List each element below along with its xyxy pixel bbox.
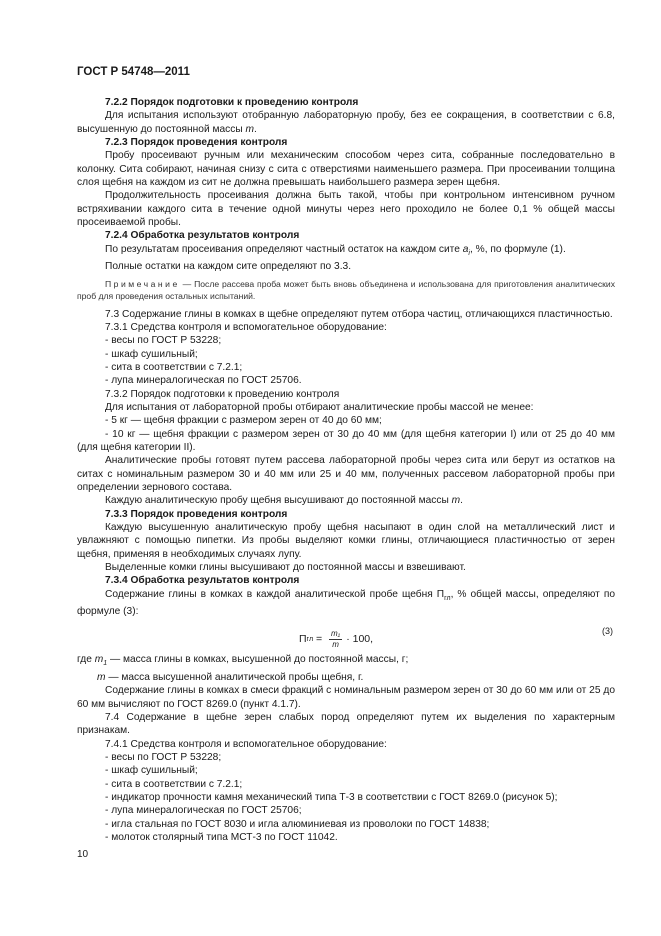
document-body bbox=[77, 96, 615, 844]
list-item: - весы по ГОСТ Р 53228; bbox=[105, 751, 222, 763]
subscript: 1 bbox=[103, 660, 108, 668]
section-7-2-3-para-2: Продолжительность просеивания должна быть такой, чтобы при контрольном интенсивном ручном встряхивании каждого сита в течение одной минуты через него проходило не более 0,1 % общей массы просеиваемой пробы. bbox=[77, 190, 615, 229]
list-item: - весы по ГОСТ Р 53228; bbox=[105, 335, 222, 347]
variable: m bbox=[245, 123, 254, 135]
list-item: - 10 кг — щебня фракции с размером зерен от 30 до 40 мм (для щебня категории I) или от 25 до 40 мм (для щебня категории II). bbox=[77, 428, 615, 453]
note bbox=[77, 278, 615, 302]
section-7-2-2-text bbox=[77, 109, 615, 136]
subscript: i bbox=[468, 249, 470, 257]
list-item: - 5 кг — щебня фракции с размером зерен от 40 до 60 мм; bbox=[105, 415, 382, 427]
section-7-3-4-para-1 bbox=[77, 588, 615, 619]
section-7-2-3-heading: 7.2.3 Порядок проведения контроля bbox=[105, 137, 288, 149]
text: , %, по формуле (1). bbox=[469, 243, 566, 255]
formula-rhs: · 100, bbox=[346, 633, 374, 646]
formula-fraction bbox=[329, 629, 342, 650]
list-item: - лупа минералогическая по ГОСТ 25706. bbox=[105, 375, 302, 387]
section-7-3-2-para-1: Для испытания от лабораторной пробы отбирают аналитические пробы массой не менее: bbox=[105, 401, 534, 413]
section-7-3-3-heading: 7.3.3 Порядок проведения контроля bbox=[105, 508, 288, 520]
text: — масса высушенной аналитической пробы щебня, г. bbox=[105, 671, 364, 683]
text: . bbox=[253, 123, 257, 135]
text: где bbox=[77, 654, 95, 666]
variable: m bbox=[94, 654, 104, 666]
list-item: - молоток столярный типа МСТ-3 по ГОСТ 11042. bbox=[105, 831, 338, 843]
document-header: ГОСТ Р 54748—2011 bbox=[77, 66, 190, 78]
section-7-3-2-heading: 7.3.2 Порядок подготовки к проведению контроля bbox=[105, 388, 340, 400]
section-7-4-para: 7.4 Содержание в щебне зерен слабых пород определяют путем их выделения по характерным признакам. bbox=[77, 711, 615, 737]
list-item: - сита в соответствии с 7.2.1; bbox=[105, 361, 243, 373]
section-7-3-2-para-3 bbox=[77, 494, 615, 507]
section-7-3-2-para-2: Аналитические пробы готовят путем рассева лабораторной пробы через сита или берут из остатков на ситах с номинальным размером 30 и 40 мм или 25 и 40 мм, полученных рассевом лабораторной пробы при определении зернового состава. bbox=[77, 455, 615, 493]
note-label: Примечание bbox=[105, 278, 180, 289]
list-item: - лупа минералогическая по ГОСТ 25706; bbox=[105, 805, 302, 817]
text: . bbox=[460, 495, 463, 507]
section-7-2-4-heading: 7.2.4 Обработка результатов контроля bbox=[105, 230, 300, 242]
section-7-3-4-para-2: Содержание глины в комках в смеси фракций с номинальным размером зерен от 30 до 60 мм или от 25 до 60 мм вычисляют по ГОСТ 8269.0 (пункт 4.1.7). bbox=[77, 685, 615, 710]
variable: a bbox=[462, 243, 469, 255]
note-text: — После рассева проба может быть вновь объединена и использована для приготовления аналитических проб для проведения остальных испытаний. bbox=[77, 278, 615, 301]
list-item: - шкаф сушильный; bbox=[105, 765, 198, 777]
section-7-3-4-heading: 7.3.4 Обработка результатов контроля bbox=[105, 575, 300, 587]
formula-lhs-subscript: гл bbox=[306, 636, 314, 644]
formula-number: (3) bbox=[602, 626, 613, 637]
where-clause-2 bbox=[77, 671, 615, 684]
variable: m bbox=[97, 671, 106, 683]
formula-lhs: П bbox=[299, 633, 307, 646]
list-item: - индикатор прочности камня механический типа Т-3 в соответствии с ГОСТ 8269.0 (рисунок 5); bbox=[105, 791, 558, 803]
formula-expression bbox=[299, 629, 373, 650]
variable: m bbox=[451, 495, 461, 507]
text: Содержание глины в комках в каждой аналитической пробе щебня П bbox=[105, 588, 445, 600]
section-7-2-4-para-1 bbox=[77, 243, 615, 260]
fraction-denominator: m bbox=[332, 640, 339, 650]
section-7-2-3-para-1: Пробу просеивают ручным или механическим способом через сита, собранные последовательно в колонку. Сита собирают, начиная снизу с сита с отверстиями наименьшего размера. При просеивании толщина слоя щебня на каждом из сит не должна превышать наибольшего размера зерен щебня. bbox=[77, 150, 615, 189]
section-7-3-1-heading: 7.3.1 Средства контроля и вспомогательное оборудование: bbox=[105, 321, 387, 333]
section-7-3-3-para-2: Выделенные комки глины высушивают до постоянной массы и взвешивают. bbox=[105, 562, 466, 574]
section-7-2-2-heading: 7.2.2 Порядок подготовки к проведению контроля bbox=[105, 97, 359, 108]
subscript: гл bbox=[444, 594, 451, 602]
list-item: - игла стальная по ГОСТ 8030 и игла алюминиевая из проволоки по ГОСТ 14838; bbox=[105, 818, 490, 830]
page-number: 10 bbox=[77, 849, 89, 860]
text: — масса глины в комках, высушенной до постоянной массы, г; bbox=[107, 654, 409, 666]
section-7-2-4-para-2: Полные остатки на каждом сите определяют по 3.3. bbox=[105, 261, 352, 273]
text: По результатам просеивания определяют частный остаток на каждом сите bbox=[105, 243, 463, 255]
fraction-numerator: m₁ bbox=[331, 629, 341, 639]
formula-3 bbox=[77, 621, 615, 651]
text: , % общей массы, определяют по формуле (3): bbox=[77, 588, 616, 618]
text: Каждую аналитическую пробу щебня высушивают до постоянной массы bbox=[105, 495, 452, 507]
where-clause-1 bbox=[77, 653, 615, 670]
section-7-4-1-heading: 7.4.1 Средства контроля и вспомогательное оборудование: bbox=[105, 738, 387, 750]
list-item: - шкаф сушильный; bbox=[105, 348, 198, 360]
list-item: - сита в соответствии с 7.2.1; bbox=[105, 778, 243, 790]
section-7-3-3-para-1: Каждую высушенную аналитическую пробу щебня насыпают в один слой на металлический лист и увлажняют с помощью пипетки. Из пробы выделяют комки глины, отличающиеся пластичностью от зерен щебня, применяя в необходимых случаях лупу. bbox=[77, 522, 615, 560]
section-7-3-para: 7.3 Содержание глины в комках в щебне определяют путем отбора частиц, отличающихся пластичностью. bbox=[105, 308, 613, 320]
formula-equals: = bbox=[313, 633, 325, 646]
text: Для испытания используют отобранную лабораторную пробу, без ее сокращения, в соответствии с 6.8, высушенную до постоянной массы bbox=[77, 110, 615, 135]
